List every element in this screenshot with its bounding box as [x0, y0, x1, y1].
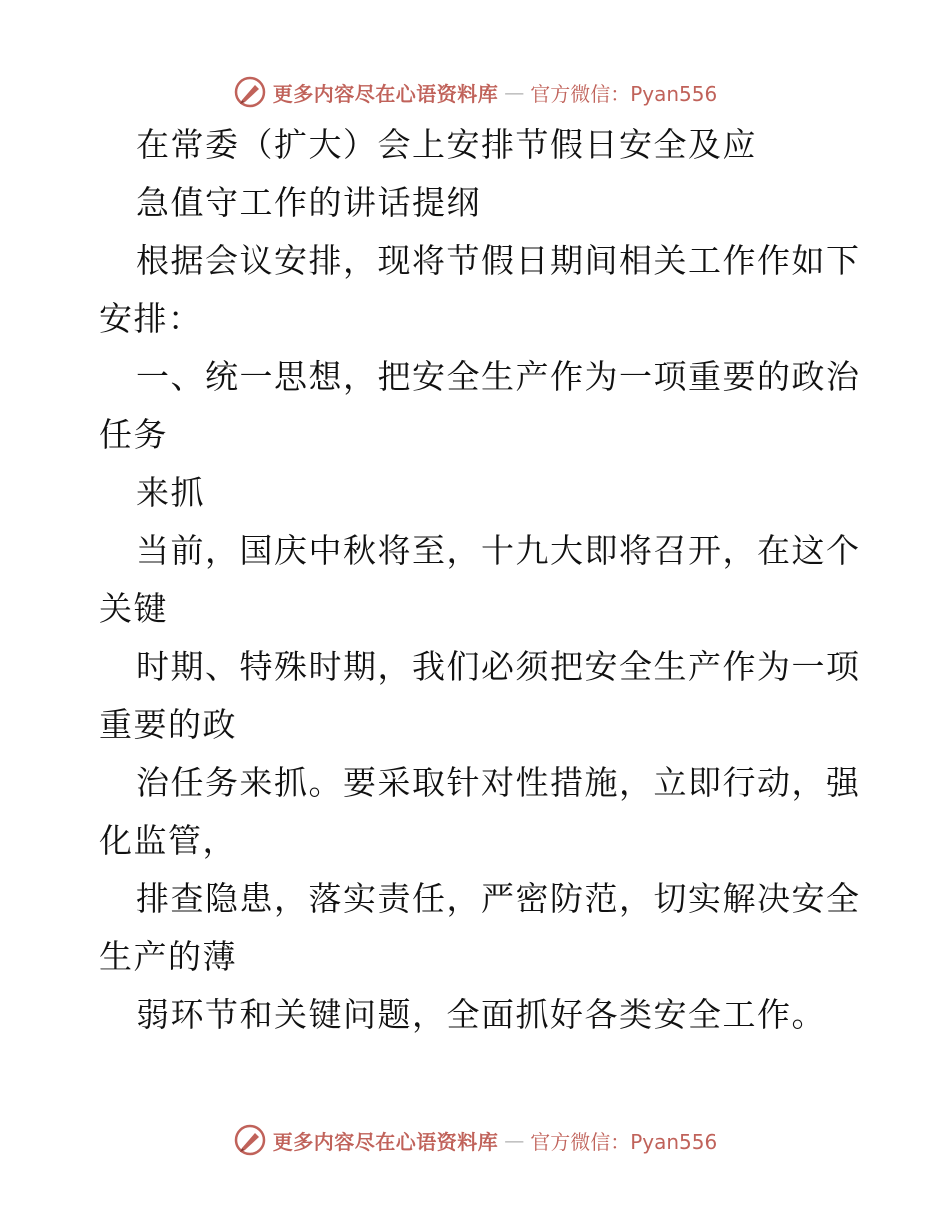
- paragraph-line: 排查隐患，落实责任，严密防范，切实解决安全: [136, 879, 861, 918]
- pen-nib-icon: [233, 75, 267, 109]
- watermark-header: [0, 72, 950, 112]
- paragraph-line: 弱环节和关键问题，全面抓好各类安全工作。: [136, 995, 826, 1034]
- section-heading-line: 一、统一思想，把安全生产作为一项重要的政治: [136, 357, 861, 396]
- paragraph-line: 治任务来抓。要采取针对性措施，立即行动，强: [136, 763, 861, 802]
- document-title-line-2: 急值守工作的讲话提纲: [136, 183, 481, 222]
- paragraph-line: 当前，国庆中秋将至，十九大即将召开，在这个: [136, 531, 861, 570]
- paragraph-line: 根据会议安排，现将节假日期间相关工作作如下: [136, 241, 861, 280]
- paragraph-line: 时期、特殊时期，我们必须把安全生产作为一项: [136, 647, 861, 686]
- watermark-separator: —: [504, 80, 525, 104]
- watermark-brand: 更多内容尽在心语资料库: [272, 1129, 499, 1154]
- paragraph-line: 关键: [99, 589, 168, 628]
- paragraph-line: 重要的政: [99, 705, 237, 744]
- paragraph-line: 生产的薄: [99, 937, 237, 976]
- watermark-contact: 官方微信：Pyan556: [530, 1129, 718, 1154]
- paragraph-line: 化监管，: [99, 821, 237, 860]
- watermark-contact: 官方微信：Pyan556: [530, 81, 718, 106]
- section-heading-line: 来抓: [136, 473, 205, 512]
- document-body: [99, 116, 859, 1044]
- pen-nib-icon: [233, 1123, 267, 1157]
- paragraph-line: 安排：: [99, 299, 203, 338]
- watermark-footer: [0, 1120, 950, 1160]
- document-title-line-1: 在常委（扩大）会上安排节假日安全及应: [136, 125, 757, 164]
- section-heading-line: 任务: [99, 415, 168, 454]
- watermark-separator: —: [504, 1128, 525, 1152]
- watermark-brand: 更多内容尽在心语资料库: [272, 81, 499, 106]
